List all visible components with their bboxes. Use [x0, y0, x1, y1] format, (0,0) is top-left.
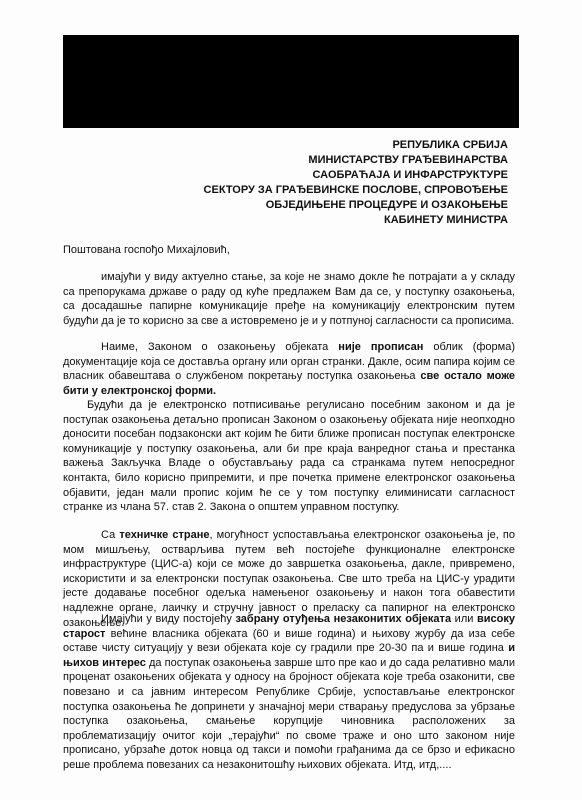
bold-text: високу старост	[63, 613, 515, 640]
text-run: облик (форма) документације која се доставља органу или орган странки. Дакле, осим папира којим се власник обавештава о службеном покретању поступка озакоњења	[63, 341, 515, 383]
address-line: КАБИНЕТУ МИНИСТРА	[384, 214, 508, 226]
bold-text: забрану отуђења незаконитих објеката	[235, 613, 452, 625]
text-run: Наиме, Законом о озакоњењу објеката	[101, 341, 339, 353]
address-line: МИНИСТАРСТВУ ГРАЂЕВИНАРСТВА	[308, 154, 508, 166]
paragraph-text: Будући да је електронско потписивање регулисано посебним законом и да је поступак озакоњења детаљно прописан Законом о озакоњењу објеката није неопходно доносити посебан подзаконски акт којим ће бити ближе прописан поступак електронске комуникације у поступку озакоњења, али би пре краја ванредног стања и престанка важења Закључка Владе о обустављању рада са странкама путем непосредног контакта, било корисно припремити, и пре почетка примене електронског озакоњења објавити, један мали пропис којим ће се у том поступку елиминисати сагласност странке из члана 57. став 2. Закона о општем управном поступку.	[63, 399, 515, 514]
paragraph-1	[63, 270, 515, 328]
text-run: да поступак озакоњења заврше што пре као и до сада релативно мали проценат озакоњених објеката у односу на бројност објеката које треба озаконити, све повезано и са јавним интересом Републике Србије, успостављање електронског поступка озакоњења ће допринети у значајној мери стварању предуслова за убрзање поступка озакоњења, смањење корупције чиновника расположених за проблематизацију очитог који „терајући“ по своме траже и оно што законом није прописано, убрзаће доток новца од такси и помоћи грађанима да се брзо и ефикасно реше проблема повезаних са незаконитошћу њихових објеката. Итд, итд,....	[63, 656, 515, 771]
text-run: , могућност успостављања електронског озакоњења је, по мом мишљењу, остварљива путем већ постојеће функционалне електронске инфраструктуре (ЦИС-а) који се може до завршетка озакоњења, дакле, привремено, искористити и за електронски поступак озакоњења. Све што треба на ЦИС-у урадити јесте додавање посебног одељка намењеног озакоњењу и након тога обавестити надлежне органе, лаичку и стручну јавност о преласку са папирног на електронско озакоњење.	[63, 529, 515, 629]
bold-text: све остало може бити у електронској форми.	[63, 370, 515, 397]
recipient-address	[148, 138, 508, 228]
bold-text: техничке стране	[119, 529, 210, 541]
text-run: или	[451, 613, 478, 625]
text-run: Имајући у виду постојећу	[101, 613, 236, 625]
redaction-block	[63, 35, 519, 128]
address-line: САОБРАЋАЈА И ИНФАРСТРУКТУРЕ	[312, 169, 508, 181]
bold-text: није прописан	[338, 341, 424, 353]
bold-text: и њихов интерес	[63, 642, 515, 669]
salutation: Поштована госпођо Михајловић,	[63, 244, 230, 256]
text-run: већине власника објеката (60 и више година) и њихову журбу да иза себе оставе чисту ситуацију у вези објеката које су градили пре 20-30 па и више година	[63, 627, 515, 655]
paragraph-3	[63, 398, 515, 515]
paragraph-text: имајући у виду актуелно стање, за које не знамо докле ће потрајати а у складу са препорукама државе о раду од куће предлажем Вам да се, у поступку озакоњења, са досадашње папирне комуникације пређе на комуникацију електронским путем будући да је то корисно за све а истовремено је и у потпуној сагласности са прописима.	[63, 271, 515, 327]
paragraph-5	[63, 612, 515, 773]
address-line: ОБЈЕДИЊЕНЕ ПРОЦЕДУРЕ И ОЗАКОЊЕЊЕ	[265, 199, 508, 211]
address-line: РЕПУБЛИКА СРБИЈА	[392, 139, 508, 151]
paragraph-2	[63, 340, 515, 398]
text-run: Са	[101, 529, 120, 541]
address-line: СЕКТОРУ ЗА ГРАЂЕВИНСКЕ ПОСЛОВЕ, СПРОВОЂЕЊЕ	[203, 184, 508, 196]
